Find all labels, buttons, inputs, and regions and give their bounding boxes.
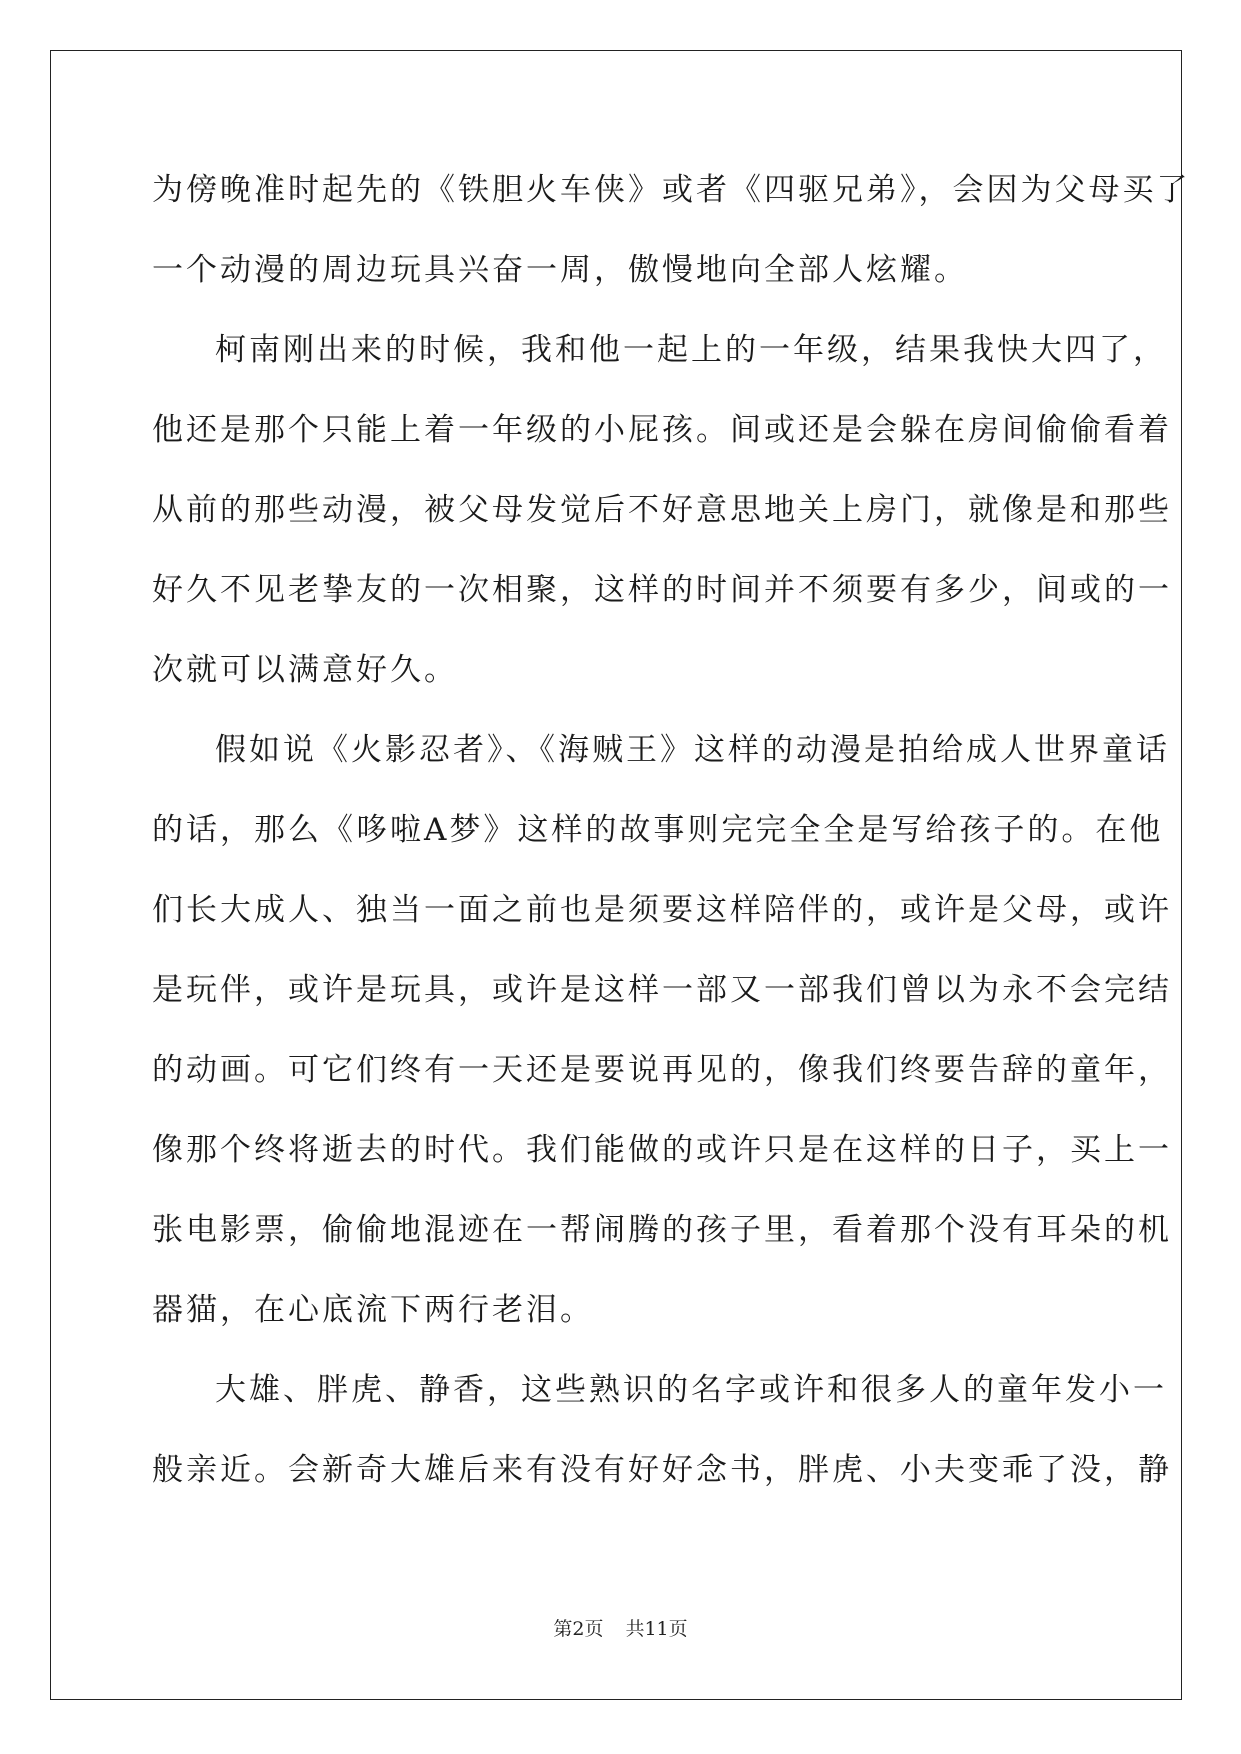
text-line: 器猫，在心底流下两行老泪。 [152, 1292, 594, 1328]
paragraph-start-line: 大雄、胖虎、静香，这些熟识的名字或许和很多人的童年发小一 [215, 1372, 1167, 1408]
text-line: 张电影票，偷偷地混迹在一帮闹腾的孩子里，看着那个没有耳朵的机 [152, 1212, 1172, 1248]
paragraph-start-line: 假如说《火影忍者》、《海贼王》这样的动漫是拍给成人世界童话 [215, 732, 1170, 768]
text-line: 一个动漫的周边玩具兴奋一周，傲慢地向全部人炫耀。 [152, 252, 968, 288]
page-footer [0, 1617, 1241, 1641]
text-line: 好久不见老挚友的一次相聚，这样的时间并不须要有多少，间或的一 [152, 572, 1172, 608]
page-number: 第2页 [553, 1618, 604, 1640]
text-line: 的话，那么《哆啦A梦》这样的故事则完完全全是写给孩子的。在他 [152, 812, 1164, 848]
text-line: 他还是那个只能上着一年级的小屁孩。间或还是会躲在房间偷偷看着 [152, 412, 1172, 448]
text-line: 般亲近。会新奇大雄后来有没有好好念书，胖虎、小夫变乖了没，静 [152, 1452, 1172, 1488]
paragraph-start-line: 柯南刚出来的时候，我和他一起上的一年级，结果我快大四了， [215, 332, 1167, 368]
page-total: 共11页 [625, 1618, 688, 1640]
text-line: 的动画。可它们终有一天还是要说再见的，像我们终要告辞的童年， [152, 1052, 1172, 1088]
document-body [152, 150, 1191, 1510]
text-line: 像那个终将逝去的时代。我们能做的或许只是在这样的日子，买上一 [152, 1132, 1172, 1168]
text-line: 次就可以满意好久。 [152, 652, 458, 688]
text-line: 是玩伴，或许是玩具，或许是这样一部又一部我们曾以为永不会完结 [152, 972, 1172, 1008]
text-line: 们长大成人、独当一面之前也是须要这样陪伴的，或许是父母，或许 [152, 892, 1172, 928]
text-line: 从前的那些动漫，被父母发觉后不好意思地关上房门，就像是和那些 [152, 492, 1172, 528]
text-line: 为傍晚准时起先的《铁胆火车侠》或者《四驱兄弟》，会因为父母买了 [152, 172, 1191, 208]
